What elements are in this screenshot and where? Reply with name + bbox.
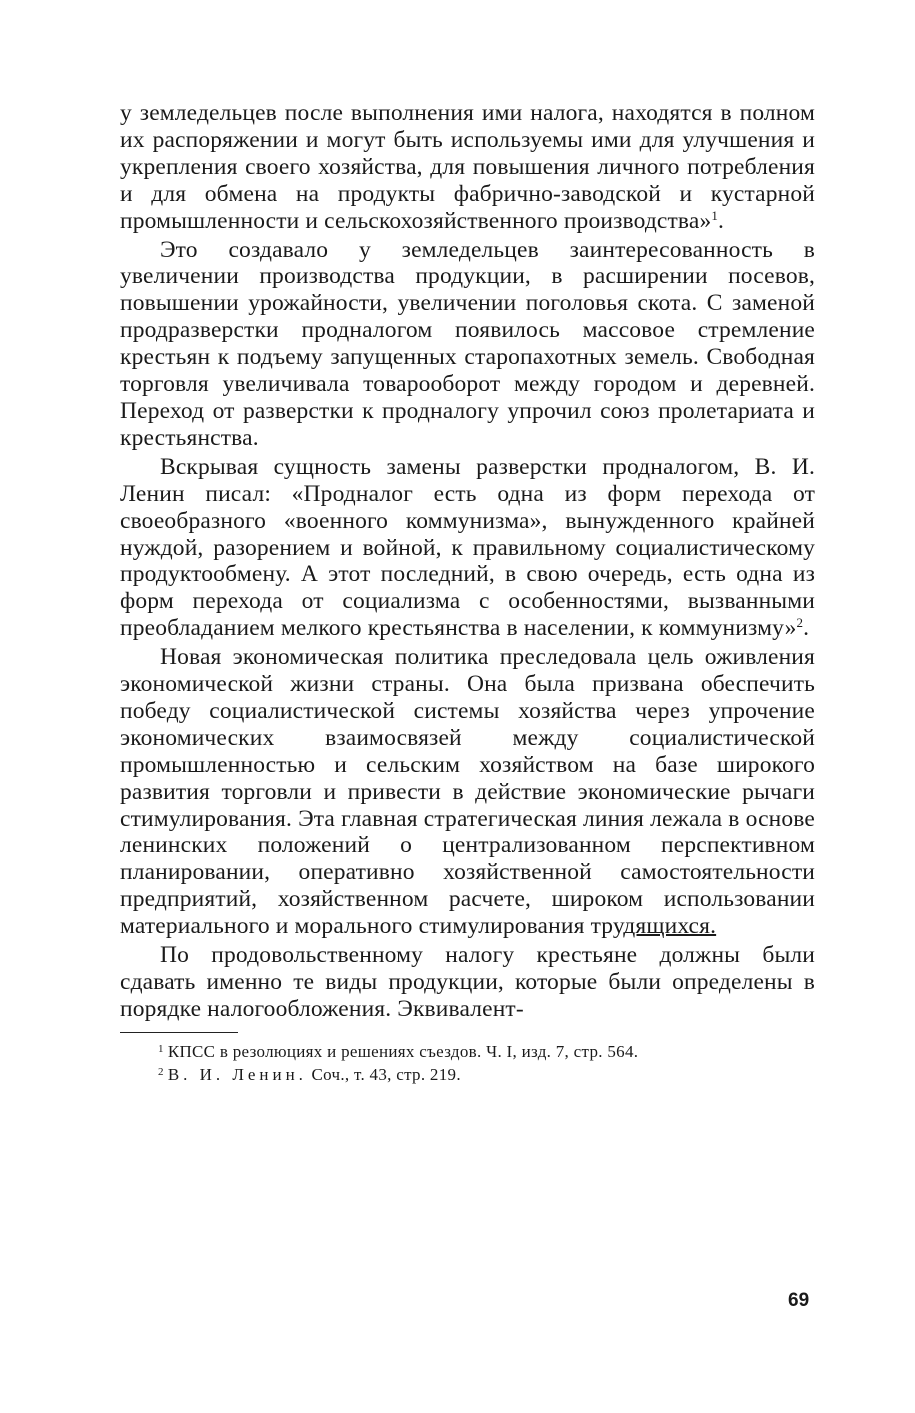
footnote-2-text: Соч., т. 43, стр. 219.: [311, 1064, 461, 1084]
paragraph-1-end: .: [718, 207, 725, 234]
paragraph-4: [120, 644, 815, 940]
paragraph-1-text: у земледельцев после выполнения ими налога, находятся в полном их распоряжении и могут быть используемы ими для улучшения и укрепления своего хозяйства, для повышения личного потребления и для обмена на продукты фабрично-заводской и кустарной промышленности и сельскохозяйственного производства»: [120, 100, 815, 234]
footnote-1-text: КПСС в резолюциях и решениях съездов. Ч. I, изд. 7, стр. 564.: [167, 1041, 639, 1061]
paragraph-5: По продовольственному налогу крестьяне должны были сдавать именно те виды продукции, которые были определены в порядке налогообложения. Эквивалент-: [120, 942, 815, 1022]
footnote-2-number: 2: [158, 1065, 164, 1078]
paragraph-3: [120, 454, 815, 642]
paragraph-1: [120, 100, 815, 235]
footnote-ref-1: 1: [711, 207, 719, 223]
footnote-2: [120, 1062, 815, 1085]
paragraph-3-end: .: [803, 615, 810, 642]
footnote-2-author: В. И. Ленин.: [167, 1064, 307, 1084]
paragraph-2: Это создавало у земледельцев заинтересованность в увеличении производства продукции, в расширении посевов, повышении урожайности, увеличении поголовья скота. С заменой продразверстки продналогом появилось массовое стремление крестьян к подъему запущенных старопахотных земель. Свободная торговля увеличивала товарооборот между городом и деревней. Переход от разверстки к продналогу упрочил союз пролетариата и крестьянства.: [120, 236, 815, 451]
book-page: [120, 100, 815, 1350]
paragraph-4-text: Новая экономическая политика преследовала цель оживления экономической жизни страны. Она была призвана обеспечить победу социалистической системы хозяйства через упрочение экономических взаимосвязей между социалистической промышленностью и сельским хозяйством на базе широкого развития торговли и привести в действие экономические рычаги стимулирования. Эта главная стратегическая линия лежала в основе ленинских положений о централизованном перспективном планировании, оперативно хозяйственной самостоятельности предприятий, хозяйственном расчете, широком использовании материального и морального стимулирования тру: [120, 644, 815, 940]
paragraph-4-underlined-ending: дящихся.: [623, 913, 717, 940]
page-number: 69: [788, 1290, 810, 1311]
footnote-1-number: 1: [158, 1042, 164, 1055]
footnote-1: [120, 1039, 815, 1062]
footnote-ref-2: 2: [796, 615, 804, 631]
paragraph-3-text: Вскрывая сущность замены разверстки продналогом, В. И. Ленин писал: «Продналог есть одна из форм перехода от своеобразного «военного коммунизма», вынужденного крайней нуждой, разорением и войной, к правильному социалистическому продуктообмену. А этот последний, в свою очередь, есть одна из форм перехода от социализма с особенностями, вызванными преобладанием мелкого крестьянства в населении, к коммунизму»: [120, 453, 815, 642]
footnote-divider: [120, 1032, 238, 1033]
